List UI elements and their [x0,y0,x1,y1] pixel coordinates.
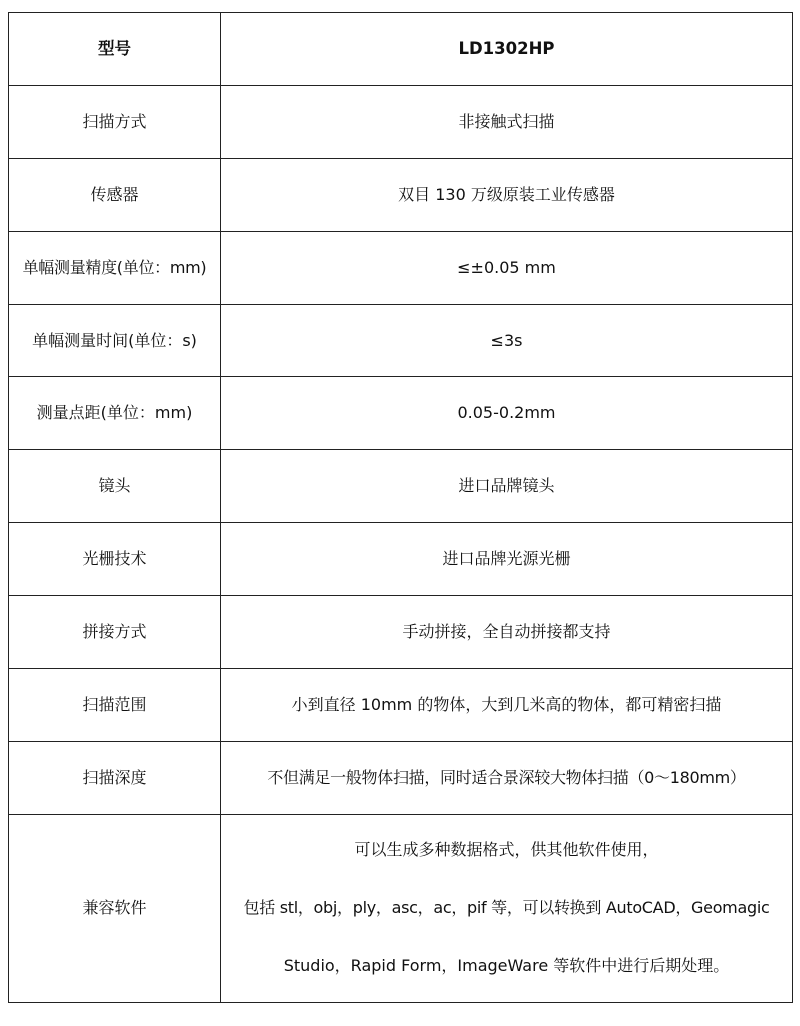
table-row-scan-depth [9,741,793,814]
row-value: 进口品牌光源光栅 [221,523,793,596]
header-label: 型号 [9,13,221,86]
row-value: ≤±0.05 mm [221,231,793,304]
table-row-lens [9,450,793,523]
table-row-precision [9,231,793,304]
table-row-software [9,814,793,1002]
row-value: ≤3s [221,304,793,377]
table-row-grating [9,523,793,596]
table-row-point-spacing [9,377,793,450]
row-value-multiline [221,814,793,1002]
row-label: 测量点距(单位：mm) [9,377,221,450]
row-label: 兼容软件 [9,814,221,1002]
table-row-stitching [9,596,793,669]
row-label: 镜头 [9,450,221,523]
header-value: LD1302HP [221,13,793,86]
software-line: 可以生成多种数据格式，供其他软件使用， [354,840,659,860]
spec-table [8,12,793,1003]
row-label: 扫描范围 [9,669,221,742]
table-row-measure-time [9,304,793,377]
row-label: 单幅测量精度(单位：mm) [9,231,221,304]
table-row-scan-range [9,669,793,742]
row-label: 拼接方式 [9,596,221,669]
row-label: 单幅测量时间(单位：s) [9,304,221,377]
table-row-scan-method [9,85,793,158]
software-line: Studio，Rapid Form，ImageWare 等软件中进行后期处理。 [283,956,730,976]
row-value: 非接触式扫描 [221,85,793,158]
row-value: 小到直径 10mm 的物体，大到几米高的物体，都可精密扫描 [221,669,793,742]
table-header-row [9,13,793,86]
row-value: 手动拼接，全自动拼接都支持 [221,596,793,669]
row-value: 不但满足一般物体扫描，同时适合景深较大物体扫描（0～180mm） [221,741,793,814]
table-row-sensor [9,158,793,231]
row-label: 传感器 [9,158,221,231]
row-label: 扫描深度 [9,741,221,814]
row-label: 扫描方式 [9,85,221,158]
row-label: 光栅技术 [9,523,221,596]
row-value: 0.05-0.2mm [221,377,793,450]
row-value: 双目 130 万级原装工业传感器 [221,158,793,231]
row-value: 进口品牌镜头 [221,450,793,523]
software-line: 包括 stl，obj，ply，asc，ac，pif 等，可以转换到 AutoCAD，Geomagic [243,898,770,918]
